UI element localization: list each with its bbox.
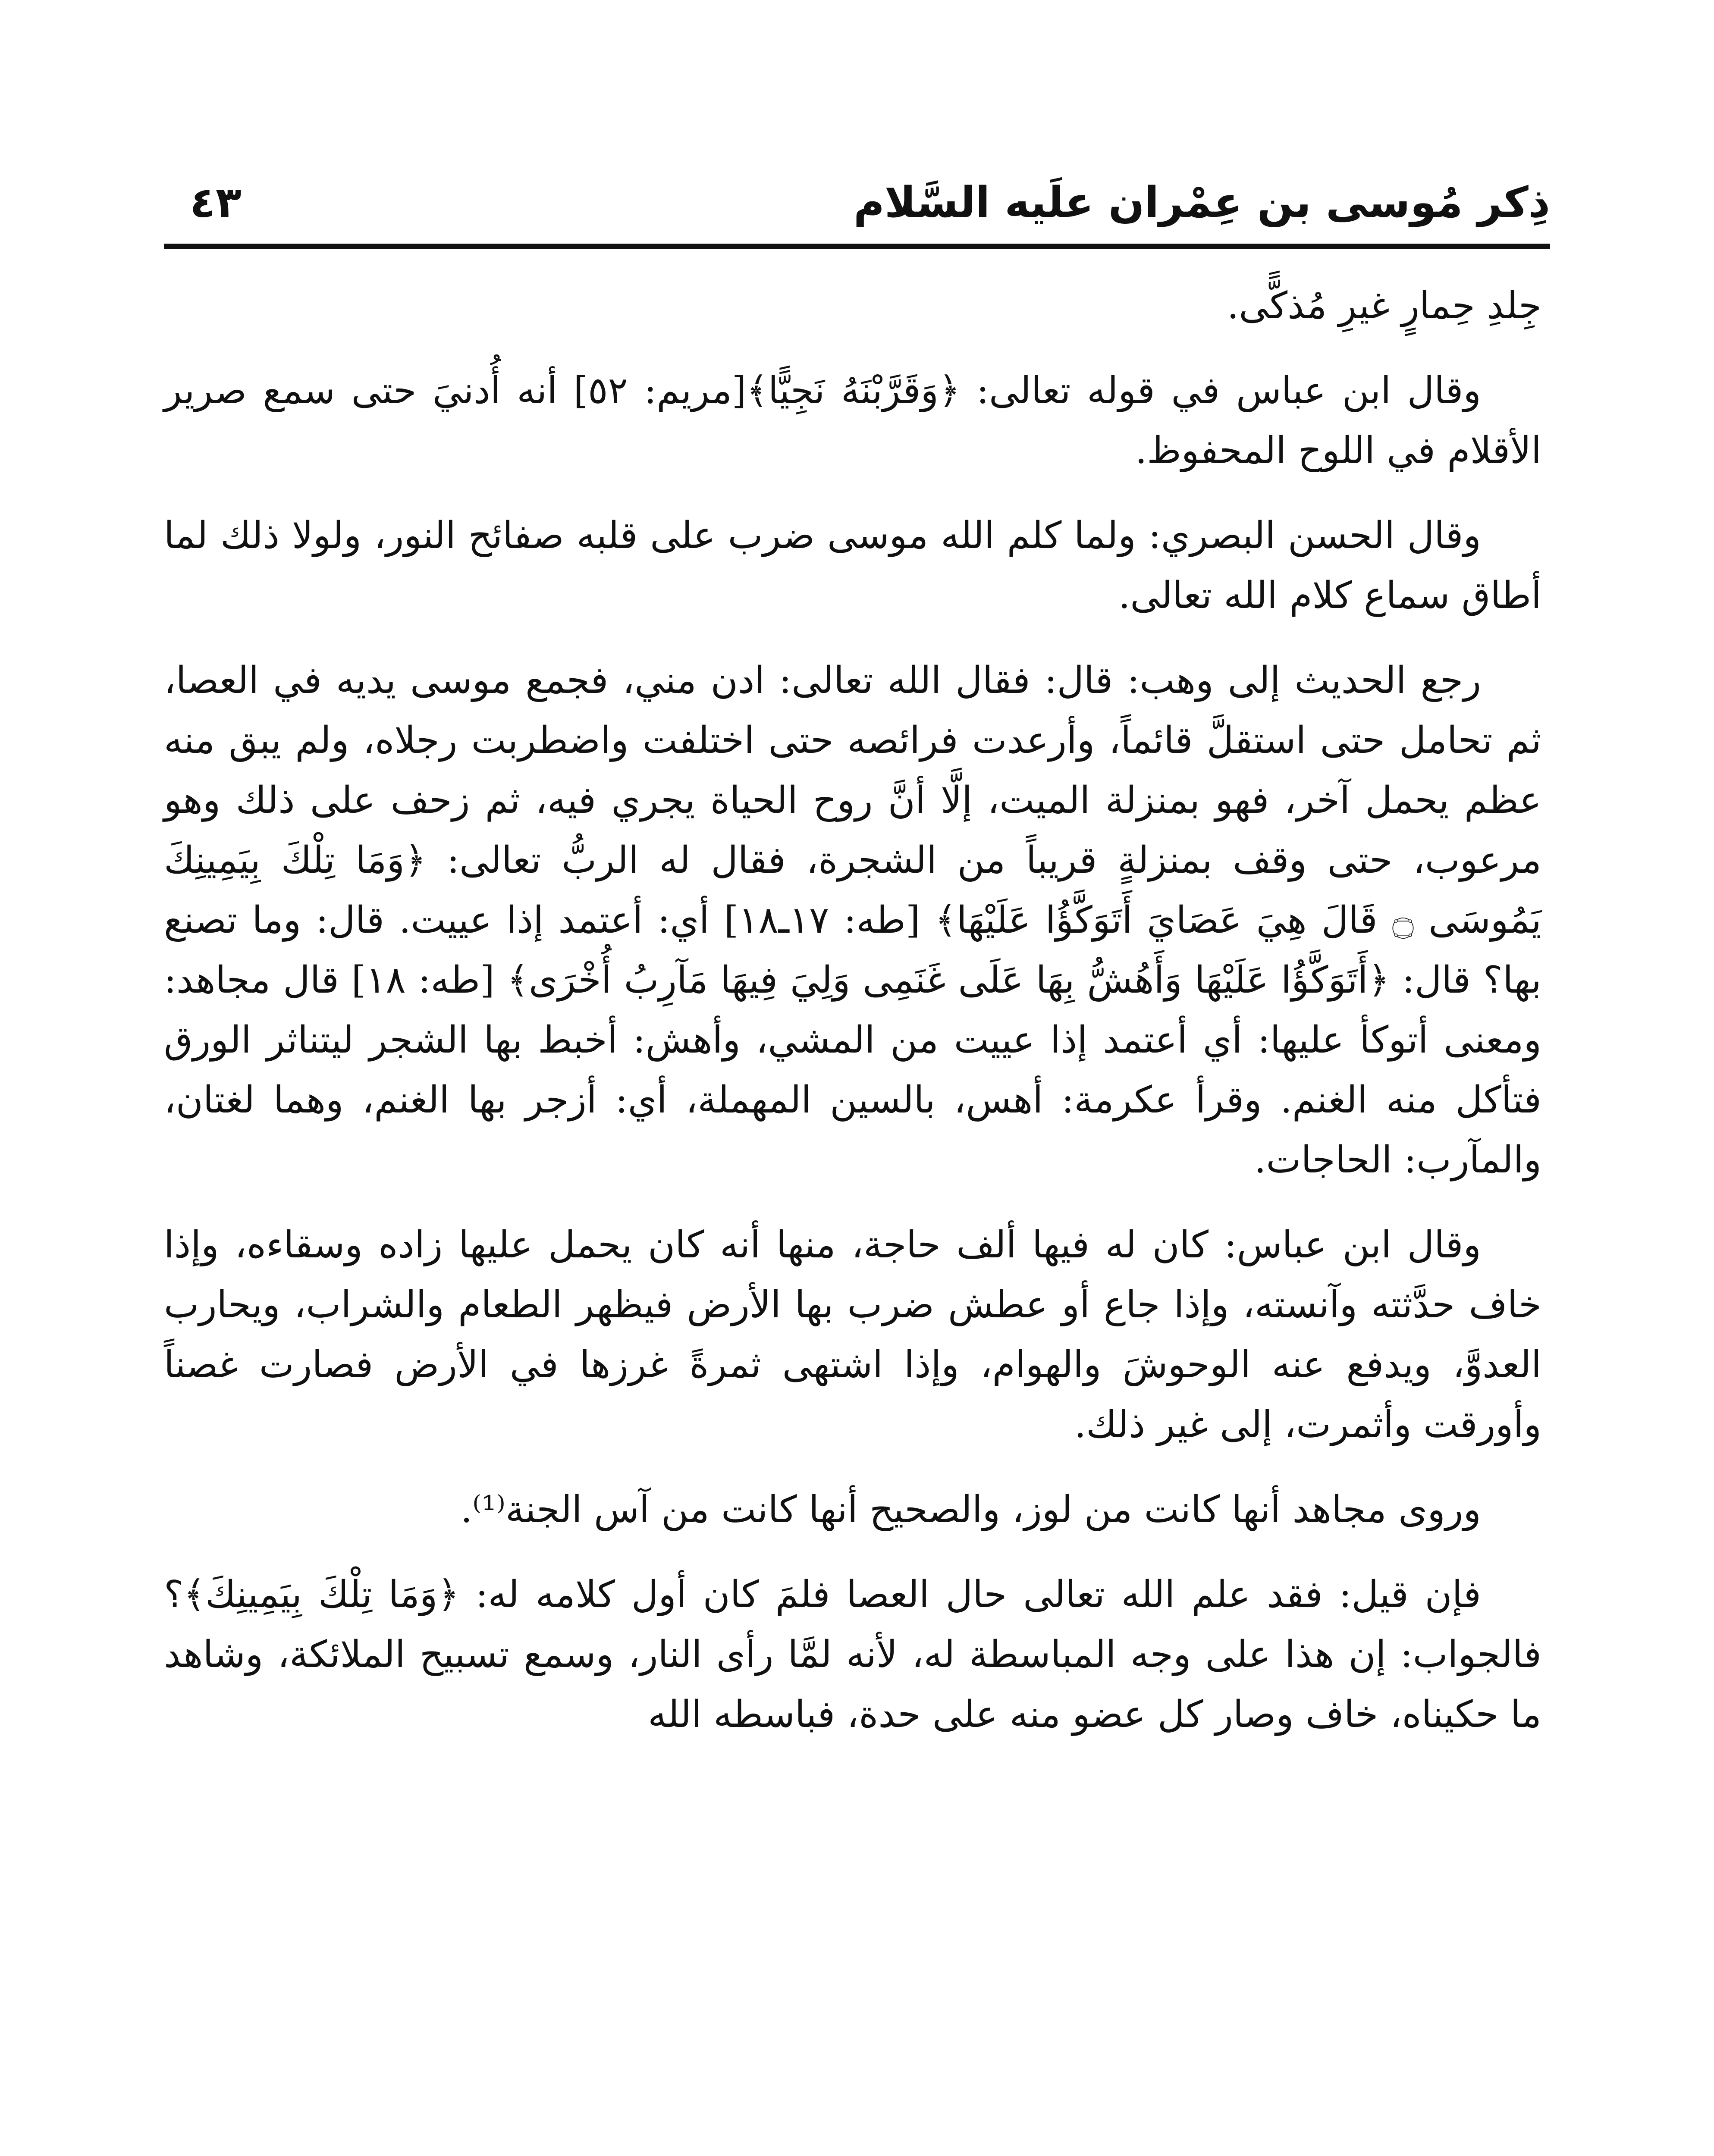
paragraph-5: وقال ابن عباس: كان له فيها ألف حاجة، منها أنه كان يحمل عليها زاده وسقاءه، وإذا خاف حدَّثته وآنسته، وإذا جاع أو عطش ضرب بها الأرض فيظهر الطعام والشراب، ويحارب العدوَّ، ويدفع عنه الوحوشَ والهوام، وإذا اشتهى ثمرةً غرزها في الأرض فصارت غصناً وأورقت وأثمرت، إلى غير ذلك. bbox=[164, 1223, 1541, 1446]
paragraph-1: جِلدِ حِمارٍ غيرِ مُذكًّى. bbox=[1227, 284, 1541, 327]
paragraph-4: رجع الحديث إلى وهب: قال: فقال الله تعالى: ادن مني، فجمع موسى يديه في العصا، ثم تحامل حتى استقلَّ قائماً، وأرعدت فرائصه حتى اختلفت واضطربت رجلاه، ولم يبق منه عظم يحمل آخر، فهو بمنزلة الميت، إلَّا أنَّ روح الحياة يجري فيه، ثم زحف على ذلك وهو مرعوب، حتى وقف بمنزلةٍ قريباً من الشجرة، فقال له الربُّ تعالى: ﴿وَمَا تِلْكَ بِيَمِينِكَ يَمُوسَى ۝ قَالَ هِيَ عَصَايَ أَتَوَكَّؤُا عَلَيْهَا﴾ [طه: ١٧ـ١٨] أي: أعتمد إذا عييت. قال: وما تصنع بها؟ قال: ﴿أَتَوَكَّؤُا عَلَيْهَا وَأَهُشُّ بِهَا عَلَى غَنَمِى وَلِيَ فِيهَا مَآرِبُ أُخْرَى﴾ [طه: ١٨] قال مجاهد: ومعنى أتوكأ عليها: أي أعتمد إذا عييت من المشي، وأهش: أخبط بها الشجر ليتناثر الورق فتأكل منه الغنم. وقرأ عكرمة: أهس، بالسين المهملة، أي: أزجر بها الغنم، وهما لغتان، والمآرب: الحاجات. bbox=[164, 659, 1541, 1181]
page-header bbox=[164, 164, 1550, 237]
paragraph-6: وروى مجاهد أنها كانت من لوز، والصحيح أنها كانت من آس الجنة⁽¹⁾. bbox=[460, 1488, 1481, 1531]
paragraph-7: فإن قيل: فقد علم الله تعالى حال العصا فلمَ كان أول كلامه له: ﴿وَمَا تِلْكَ بِيَمِينِكَ﴾؟ فالجواب: إن هذا على وجه المباسطة له، لأنه لمَّا رأى النار، وسمع تسبيح الملائكة، وشاهد ما حكيناه، خاف وصار كل عضو منه على حدة، فباسطه الله bbox=[164, 1573, 1541, 1736]
running-title: ذِكر مُوسى بن عِمْران علَيه السَّلام bbox=[853, 178, 1550, 227]
page-number: ٤٣ bbox=[190, 178, 242, 227]
header-divider bbox=[164, 244, 1550, 249]
body-text bbox=[164, 276, 1541, 1770]
paragraph-2: وقال ابن عباس في قوله تعالى: ﴿وَقَرَّبْنَهُ نَجِيًّا﴾[مريم: ٥٢] أنه أُدنيَ حتى سمع صرير الأقلام في اللوح المحفوظ. bbox=[164, 369, 1541, 472]
paragraph-3: وقال الحسن البصري: ولما كلم الله موسى ضرب على قلبه صفائح النور، ولولا ذلك لما أطاق سماع كلام الله تعالى. bbox=[164, 514, 1541, 617]
